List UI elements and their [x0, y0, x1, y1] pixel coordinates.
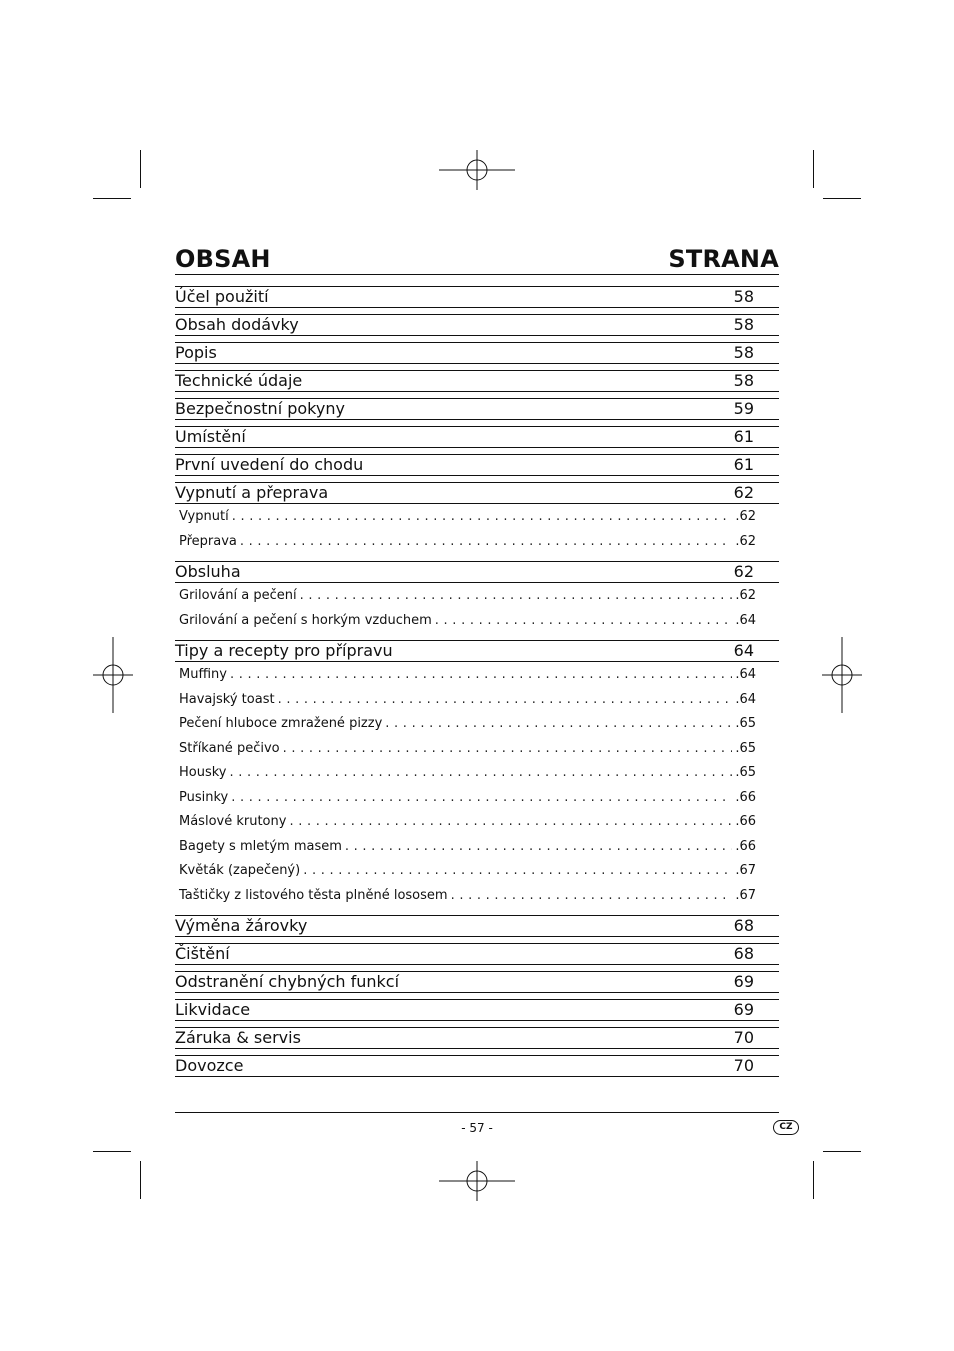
toc-subsection[interactable] [175, 688, 779, 713]
toc-section[interactable] [175, 370, 779, 392]
toc-subsection-page: .65 [735, 765, 756, 780]
toc-section-title: Popis [175, 343, 217, 362]
toc-subsection-title: Stříkané pečivo [179, 740, 280, 756]
registration-mark-icon [804, 637, 880, 713]
crop-mark [823, 1151, 861, 1152]
toc-section[interactable] [175, 426, 779, 448]
toc-section-page: 62 [733, 562, 754, 581]
toc-section-title: Výměna žárovky [175, 916, 308, 935]
toc-section-page: 61 [733, 427, 754, 446]
toc-section[interactable] [175, 971, 779, 993]
dot-leader [231, 786, 732, 811]
toc-section-title: Obsluha [175, 562, 241, 581]
registration-mark-icon [439, 1143, 515, 1219]
footer-divider [175, 1112, 779, 1113]
toc-section-title: Vypnutí a přeprava [175, 483, 329, 502]
language-badge: CZ [773, 1120, 799, 1135]
toc-subsection-page: .64 [735, 691, 756, 707]
toc-subsection[interactable] [175, 835, 779, 860]
toc-subsection[interactable] [175, 761, 779, 786]
toc-subsection-page: .66 [735, 838, 756, 854]
toc-subsection-title: Přeprava [179, 533, 237, 549]
toc-section-page: 64 [733, 641, 754, 660]
toc-section-page: 70 [733, 1056, 754, 1075]
toc-section-page: 58 [733, 371, 754, 390]
toc-subsection-list [175, 504, 779, 555]
dot-leader [435, 609, 733, 634]
toc-section-title: Účel použití [175, 287, 269, 306]
toc-section-page: 59 [733, 399, 754, 418]
toc-subsection[interactable] [175, 712, 779, 737]
toc-section-page: 58 [733, 343, 754, 362]
toc-section-title: Obsah dodávky [175, 315, 299, 334]
toc-subsection[interactable] [175, 584, 779, 609]
toc-subsection[interactable] [175, 737, 779, 762]
toc-section[interactable] [175, 482, 779, 504]
dot-leader [300, 584, 733, 609]
toc-entries [175, 286, 779, 1077]
toc-section-title: Záruka & servis [175, 1028, 301, 1047]
toc-section[interactable] [175, 640, 779, 662]
toc-section[interactable] [175, 999, 779, 1021]
crop-mark [93, 198, 131, 199]
toc-section[interactable] [175, 1027, 779, 1049]
toc-subsection[interactable] [175, 786, 779, 811]
toc-section[interactable] [175, 454, 779, 476]
registration-mark-icon [75, 637, 151, 713]
toc-subsection-page: .67 [735, 863, 756, 878]
toc-section-title: Čištění [175, 944, 230, 963]
toc-subsection[interactable] [175, 810, 779, 835]
crop-mark [823, 198, 861, 199]
toc-subsection[interactable] [175, 505, 779, 530]
toc-section-page: 69 [733, 1000, 754, 1019]
toc-section-page: 70 [733, 1028, 754, 1047]
toc-section-title: Bezpečnostní pokyny [175, 399, 345, 418]
toc-section[interactable] [175, 915, 779, 937]
toc-subsection-title: Grilování a pečení [179, 588, 297, 603]
toc-section-title: První uvedení do chodu [175, 455, 364, 474]
toc-subsection-title: Květák (zapečený) [179, 863, 301, 878]
toc-header [175, 244, 779, 275]
toc-subsection[interactable] [175, 884, 779, 909]
dot-leader [240, 530, 732, 555]
dot-leader [278, 688, 733, 713]
toc-section-page: 68 [733, 916, 754, 935]
toc-subsection-page: .66 [735, 814, 756, 829]
crop-mark [93, 1151, 131, 1152]
toc-subsection-list [175, 662, 779, 909]
toc-section-title: Technické údaje [175, 371, 303, 390]
toc-subsection-title: Bagety s mletým masem [179, 838, 342, 854]
toc-subsection-page: .66 [735, 789, 756, 805]
toc-section[interactable] [175, 314, 779, 336]
dot-leader [385, 712, 732, 737]
toc-section-page: 69 [733, 972, 754, 991]
dot-leader [303, 859, 732, 884]
toc-section-page: 61 [733, 455, 754, 474]
toc-subsection-title: Taštičky z listového těsta plněné lososem [179, 887, 448, 903]
dot-leader [451, 884, 733, 909]
toc-subsection-page: .62 [735, 509, 756, 524]
toc-subsection-page: .62 [735, 533, 756, 549]
toc-subsection[interactable] [175, 609, 779, 634]
toc-title: OBSAH [175, 245, 271, 273]
toc-section[interactable] [175, 943, 779, 965]
toc-section-title: Odstranění chybných funkcí [175, 972, 400, 991]
toc-subsection-page: .62 [735, 588, 756, 603]
crop-mark [140, 1161, 141, 1199]
toc-subsection-title: Vypnutí [179, 509, 229, 524]
toc-subsection-page: .65 [735, 716, 756, 731]
toc-section-page: 58 [733, 315, 754, 334]
crop-mark [813, 150, 814, 188]
toc-subsection[interactable] [175, 859, 779, 884]
toc-subsection-page: .65 [735, 740, 756, 756]
toc-section-title: Likvidace [175, 1000, 251, 1019]
toc-subsection-title: Havajský toast [179, 691, 275, 707]
toc-subsection-title: Muffiny [179, 667, 227, 682]
crop-mark [140, 150, 141, 188]
crop-mark [813, 1161, 814, 1199]
dot-leader [232, 505, 733, 530]
toc-subsection-page: .64 [735, 667, 756, 682]
toc-page-column-title: STRANA [668, 245, 779, 273]
registration-mark-icon [439, 132, 515, 208]
toc-subsection-title: Pečení hluboce zmražené pizzy [179, 716, 383, 731]
toc-subsection-title: Máslové krutony [179, 814, 287, 829]
toc-section[interactable] [175, 398, 779, 420]
toc-section-title: Umístění [175, 427, 246, 446]
toc-subsection-title: Housky [179, 765, 227, 780]
toc-subsection-list [175, 583, 779, 634]
toc-section-page: 62 [733, 483, 754, 502]
toc-subsection-page: .64 [735, 612, 756, 628]
toc-subsection-title: Grilování a pečení s horkým vzduchem [179, 612, 432, 628]
dot-leader [345, 835, 732, 860]
dot-leader [289, 810, 732, 835]
toc-section-page: 58 [733, 287, 754, 306]
toc-section-title: Tipy a recepty pro přípravu [175, 641, 393, 660]
dot-leader [230, 663, 732, 688]
dot-leader [283, 737, 733, 762]
dot-leader [230, 761, 733, 786]
toc-section-title: Dovozce [175, 1056, 244, 1075]
toc-subsection-page: .67 [735, 887, 756, 903]
toc-section[interactable] [175, 286, 779, 308]
toc-section-page: 68 [733, 944, 754, 963]
toc-subsection[interactable] [175, 530, 779, 555]
toc-section[interactable] [175, 1055, 779, 1077]
toc-subsection-title: Pusinky [179, 789, 229, 805]
toc-subsection[interactable] [175, 663, 779, 688]
page-number: - 57 - [461, 1121, 493, 1135]
toc-section[interactable] [175, 342, 779, 364]
table-of-contents [175, 244, 779, 1077]
toc-section[interactable] [175, 561, 779, 583]
